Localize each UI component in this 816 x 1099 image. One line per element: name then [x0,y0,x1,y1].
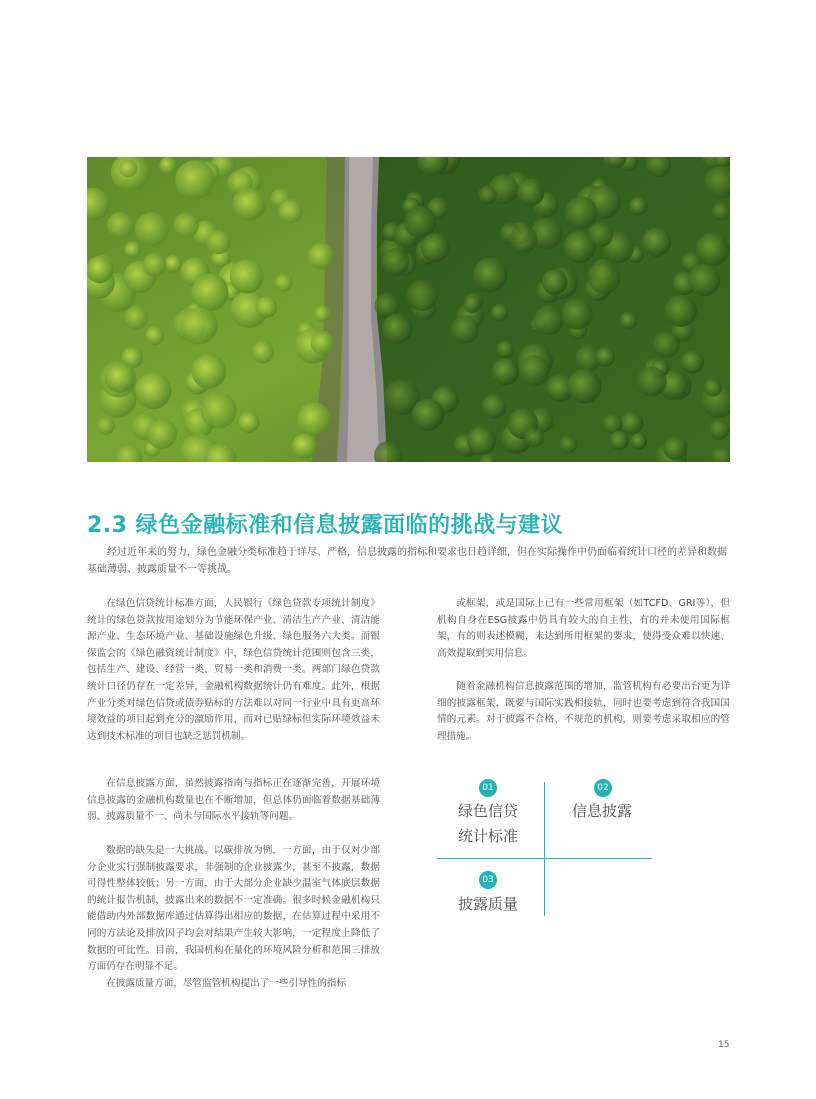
item-label-quality [447,892,529,917]
item-number-01: 01 [479,779,497,797]
page-number: 15 [718,1040,730,1050]
item-number-02: 02 [594,779,612,797]
item-label-green-credit [447,799,529,849]
right-paragraph-1: 或框架，或是国际上已有一些常用框架（如TCFD、GRI等），但机构自身在ESG披露中仍具有较大的自主性，有的并未使用国际框架，有的则表述模糊，未达到所用框架的要求，使得受众难以快速、高效提取到实用信息。 [437,598,730,659]
item-label-line1: 披露质量 [457,895,518,913]
left-paragraph-3: 数据的缺失是一大挑战。以碳排放为例，一方面，由于仅对少部分企业实行强制披露要求，非强制的企业披露少，甚至不披露，数据可得性整体较低；另一方面，由于大部分企业缺少温室气体底层数据的统计报告机制，披露出来的数据不一定准确。很多时候金融机构只能借助内外部数据库通过估算得出相应的数据，在估算过程中采用不同的方法论及排放因子均会对结果产生较大影响，一定程度上降低了数据的可比性。目前，我国机构在量化的环境风险分析和范围三排放方面仍存在明显不足。 [87,845,380,973]
left-paragraph-4: 在披露质量方面，尽管监管机构提出了一些引导性的指标 [106,978,347,989]
item-label-line1: 信息披露 [571,802,632,820]
diagram-vertical-divider [544,782,545,916]
left-paragraph-1: 在绿色信贷统计标准方面，人民银行《绿色贷款专项统计制度》统计的绿色贷款按用途划分为节能环保产业、清洁生产产业、清洁能源产业、生态环境产业、基础设施绿色升级、绿色服务六大类。而银保监会的《绿色融资统计制度》中，绿色信贷统计范围则包含三类，包括生产、建设、经营一类、贸易一类和消费一类。两部门绿色贷款统计口径仍存在一定差异，金融机构数据统计仍有难度。此外，根据产业分类对绿色信贷或债券贴标的方法难以对同一行业中具有更高环境效益的项目起到充分的激励作用，而对已贴绿标但实际环境效益未达到技术标准的项目也缺乏惩罚机制。 [87,598,380,742]
section-title: 2.3 绿色金融标准和信息披露面临的挑战与建议 [87,513,564,538]
intro-paragraph: 经过近年来的努力，绿色金融分类标准趋于详尽、严格，信息披露的指标和要求也日趋详细，但在实际操作中仍面临着统计口径的差异和数据基础薄弱、披露质量不一等挑战。 [87,547,727,575]
forest-photo-illustration [87,157,730,462]
item-number-03: 03 [479,871,497,889]
item-label-disclosure [561,799,643,824]
left-paragraph-2: 在信息披露方面，虽然披露指南与指标正在逐渐完善，开展环境信息披露的金融机构数量也在不断增加，但总体仍面临着数据基础薄弱、披露质量不一、尚未与国际水平接轨等问题。 [87,778,380,823]
right-paragraph-2: 随着金融机构信息披露范围的增加，监管机构有必要出台更为详细的披露框架，既要与国际实践相接轨，同时也要考虑到符合我国国情的元素。对于披露不合格、不规范的机构，则要考虑采取相应的管理措施。 [437,681,730,742]
forest-road-aerial-photo [87,157,730,462]
item-label-line1: 绿色信贷 [457,802,518,820]
item-label-line2: 统计标准 [457,827,518,845]
challenges-diagram [437,782,653,918]
diagram-horizontal-divider [437,858,652,859]
